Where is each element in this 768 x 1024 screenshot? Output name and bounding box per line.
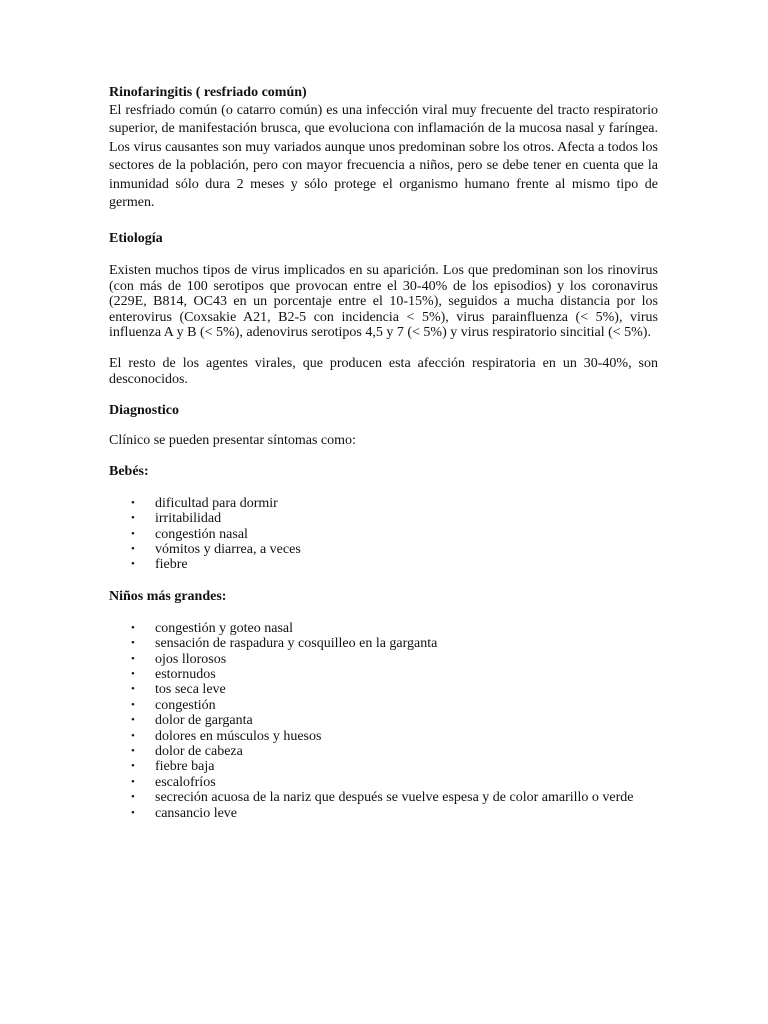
list-item-text: dolor de garganta — [155, 713, 253, 729]
list-item-text: congestión nasal — [155, 526, 248, 542]
list-item-text: vómitos y diarrea, a veces — [155, 541, 301, 557]
list-item-text: dolor de cabeza — [155, 743, 243, 759]
list-item — [109, 542, 658, 557]
intro-paragraph: El resfriado común (o catarro común) es una infección viral muy frecuente del tracto respiratorio superior, de manifestación brusca, que evoluciona con inflamación de la mucosa nasal y faríngea. Los virus causantes son muy variados aunque unos predominan sobre los otros. Afecta a todos los sectores de la población, pero con mayor frecuencia a niños, pero se debe tener en cuenta que la inmunidad sólo dura 2 meses y sólo protege el organismo humano frente al mismo tipo de germen. — [109, 103, 658, 211]
bullet-icon: • — [131, 621, 135, 634]
list-item-text: secreción acuosa de la nariz que después se vuelve espesa y de color amarillo o verde — [155, 790, 634, 806]
bullet-icon: • — [131, 714, 135, 727]
list-item-text: congestión y goteo nasal — [155, 620, 294, 636]
list-item-text: cansancio leve — [155, 805, 238, 821]
bebes-heading: Bebés: — [109, 463, 149, 479]
bullet-icon: • — [131, 558, 135, 571]
list-item — [109, 729, 658, 744]
bebes-symptom-list — [109, 496, 658, 573]
etiologia-heading: Etiología — [109, 231, 163, 247]
bullet-icon: • — [131, 791, 135, 804]
bullet-icon: • — [131, 806, 135, 819]
bullet-icon: • — [131, 652, 135, 665]
ninos-heading: Niños más grandes: — [109, 588, 227, 604]
list-item-text: ojos llorosos — [155, 651, 227, 667]
list-item — [109, 790, 658, 805]
document-page — [109, 84, 658, 821]
list-item-text: estornudos — [155, 666, 216, 682]
bullet-icon: • — [131, 542, 135, 555]
bullet-icon: • — [131, 683, 135, 696]
etiologia-paragraph-2: El resto de los agentes virales, que producen esta afección respiratoria en un 30-40%, son desconocidos. — [109, 356, 658, 387]
bullet-icon: • — [131, 512, 135, 525]
list-item — [109, 682, 658, 697]
list-item-text: tos seca leve — [155, 682, 226, 698]
list-item — [109, 698, 658, 713]
bullet-icon: • — [131, 527, 135, 540]
list-item — [109, 744, 658, 759]
list-item — [109, 667, 658, 682]
list-item — [109, 621, 658, 636]
bullet-icon: • — [131, 775, 135, 788]
ninos-symptom-list — [109, 621, 658, 821]
list-item-text: escalofríos — [155, 774, 216, 790]
list-item-text: sensación de raspadura y cosquilleo en la garganta — [155, 636, 438, 652]
diagnostico-heading: Diagnostico — [109, 403, 179, 419]
list-item-text: fiebre baja — [155, 759, 215, 775]
list-item — [109, 511, 658, 526]
list-item — [109, 557, 658, 572]
list-item — [109, 527, 658, 542]
list-item-text: dolores en músculos y huesos — [155, 728, 322, 744]
list-item — [109, 652, 658, 667]
list-item-text: irritabilidad — [155, 511, 222, 527]
list-item — [109, 636, 658, 651]
etiologia-paragraph-1: Existen muchos tipos de virus implicados en su aparición. Los que predominan son los rinovirus (con más de 100 serotipos que provocan entre el 30-40% de los episodios) y los coronavirus (229E, B814, OC43 en un porcentaje entre el 10-15%), seguidos a mucha distancia por los enterovirus (Coxsakie A21, B2-5 con incidencia < 5%), virus parainfluenza (< 5%), virus influenza A y B (< 5%), adenovirus serotipos 4,5 y 7 (< 5%) y virus respiratorio sincitial (< 5%). — [109, 263, 658, 341]
list-item-text: congestión — [155, 697, 216, 713]
list-item-text: fiebre — [155, 557, 188, 573]
list-item — [109, 496, 658, 511]
bullet-icon: • — [131, 496, 135, 509]
bullet-icon: • — [131, 744, 135, 757]
list-item — [109, 713, 658, 728]
bullet-icon: • — [131, 667, 135, 680]
document-title: Rinofaringitis ( resfriado común) — [109, 85, 307, 100]
list-item — [109, 806, 658, 821]
bullet-icon: • — [131, 729, 135, 742]
diagnostico-paragraph: Clínico se pueden presentar síntomas como: — [109, 433, 356, 449]
bullet-icon: • — [131, 698, 135, 711]
list-item — [109, 759, 658, 774]
bullet-icon: • — [131, 760, 135, 773]
list-item-text: dificultad para dormir — [155, 495, 278, 511]
list-item — [109, 775, 658, 790]
bullet-icon: • — [131, 637, 135, 650]
